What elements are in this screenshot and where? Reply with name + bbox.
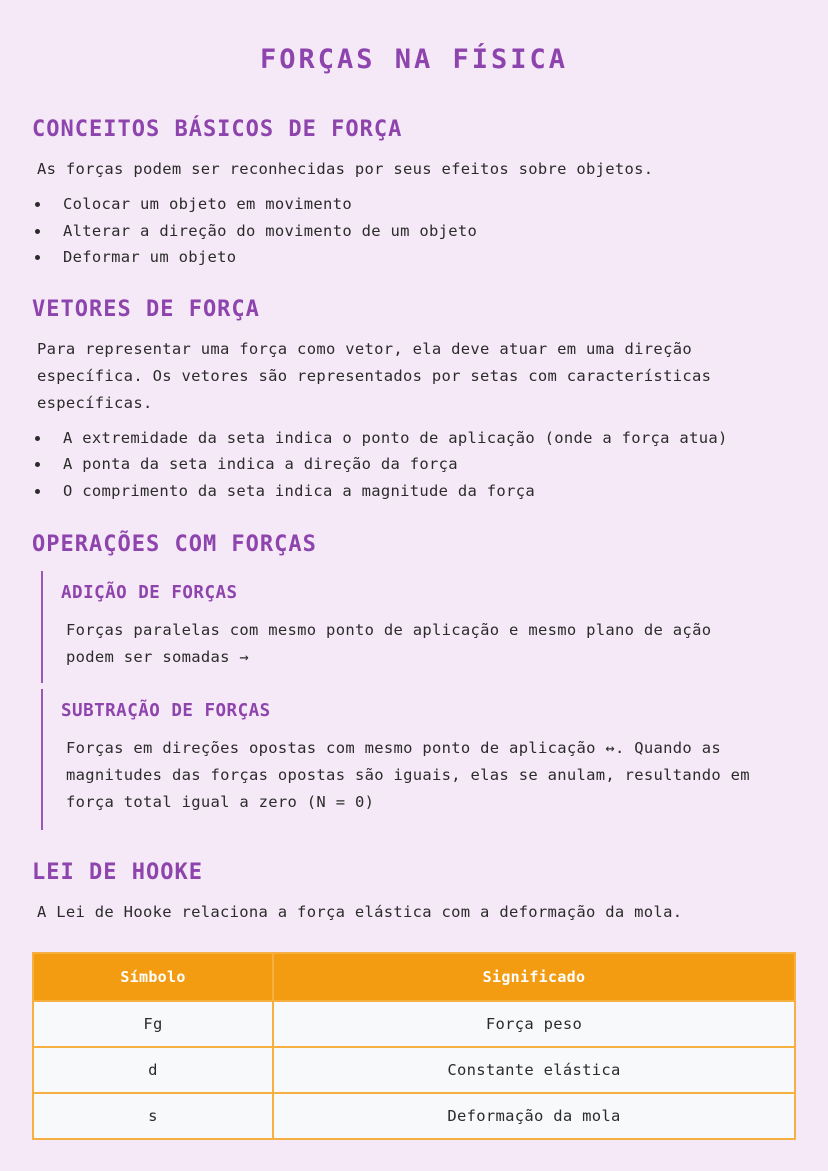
table-cell: s (33, 1093, 273, 1139)
section-heading-vetores: VETORES DE FORÇA (32, 296, 260, 322)
table-cell: Deformação da mola (273, 1093, 795, 1139)
table-header-cell: Significado (273, 953, 795, 1001)
subsection-text-adicao: Forças paralelas com mesmo ponto de aplicação e mesmo plano de ação podem ser somadas → (66, 621, 712, 666)
subsection-adicao (41, 571, 796, 683)
bullet-list-conceitos (32, 191, 796, 271)
section-intro-vetores: Para representar uma força como vetor, ela deve atuar em uma direção específica. Os vetores são representados por setas com características específicas. (37, 339, 712, 412)
table-header-cell: Símbolo (33, 953, 273, 1001)
subsection-heading-adicao: ADIÇÃO DE FORÇAS (61, 583, 238, 603)
list-item: A extremidade da seta indica o ponto de aplicação (onde a força atua) (32, 425, 796, 452)
table-row (33, 1093, 795, 1139)
list-item: Alterar a direção do movimento de um objeto (32, 218, 796, 245)
table-header-row (33, 953, 795, 1001)
subsection-text-subtracao: Forças em direções opostas com mesmo ponto de aplicação ↔. Quando as magnitudes das forças opostas são iguais, elas se anulam, resultando em força total igual a zero (N = 0) (66, 739, 750, 811)
table-cell: d (33, 1047, 273, 1093)
table-cell: Constante elástica (273, 1047, 795, 1093)
subsection-heading-subtracao: SUBTRAÇÃO DE FORÇAS (61, 701, 271, 721)
section-intro-conceitos: As forças podem ser reconhecidas por seus efeitos sobre objetos. (37, 160, 654, 178)
list-item: A ponta da seta indica a direção da força (32, 451, 796, 478)
section-heading-conceitos: CONCEITOS BÁSICOS DE FORÇA (32, 117, 403, 142)
subsection-subtracao (41, 689, 796, 830)
table-row (33, 1047, 795, 1093)
section-intro-hooke: A Lei de Hooke relaciona a força elástica com a deformação da mola. (37, 903, 683, 921)
bullet-list-vetores (32, 425, 796, 505)
table-row (33, 1001, 795, 1047)
section-heading-operacoes: OPERAÇÕES COM FORÇAS (32, 532, 317, 557)
hooke-table (32, 952, 796, 1140)
list-item: Colocar um objeto em movimento (32, 191, 796, 218)
list-item: O comprimento da seta indica a magnitude da força (32, 478, 796, 505)
table-cell: Fg (33, 1001, 273, 1047)
table-cell: Força peso (273, 1001, 795, 1047)
list-item: Deformar um objeto (32, 244, 796, 271)
page-title: FORÇAS NA FÍSICA (259, 44, 569, 75)
section-heading-hooke: LEI DE HOOKE (32, 860, 203, 885)
